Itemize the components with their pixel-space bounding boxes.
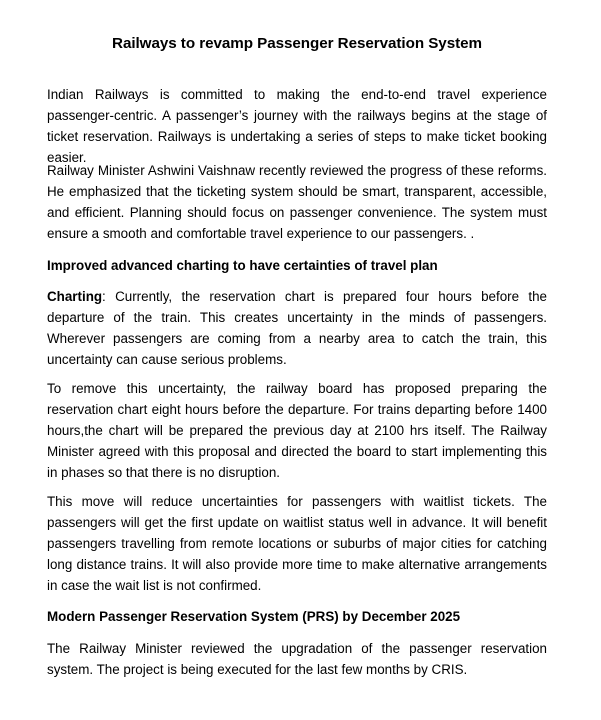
heading-advanced-charting: Improved advanced charting to have certainties of travel plan — [47, 258, 438, 273]
paragraph-intro: Indian Railways is committed to making the end-to-end travel experience passenger-centric. A passenger’s journey with the railways begins at the stage of ticket reservation. Railways is undertaking a series of steps to make ticket booking easier. — [47, 87, 547, 165]
paragraph-charting — [47, 286, 547, 370]
paragraph-proposal: To remove this uncertainty, the railway board has proposed preparing the reservation chart eight hours before the departure. For trains departing before 1400 hours,the chart will be prepared the previous day at 2100 hrs itself. The Railway Minister agreed with this proposal and directed the board to start implementing this in phases so that there is no disruption. — [47, 381, 547, 480]
charting-body-text: : Currently, the reservation chart is prepared four hours before the departure of the train. This creates uncertainty in the minds of passengers. Wherever passengers are coming from a nearby area to catch the train, this uncertainty can cause serious problems. — [47, 289, 547, 367]
heading-modern-prs: Modern Passenger Reservation System (PRS) by December 2025 — [47, 609, 461, 624]
paragraph-minister-review: Railway Minister Ashwini Vaishnaw recently reviewed the progress of these reforms. He emphasized that the ticketing system should be smart, transparent, accessible, and efficient. Planning should focus on passenger convenience. The system must ensure a smooth and comfortable travel experience to our passengers. . — [47, 163, 547, 241]
paragraph-prs-upgrade: The Railway Minister reviewed the upgradation of the passenger reservation system. The project is being executed for the last few months by CRIS. — [47, 641, 547, 677]
document-title: Railways to revamp Passenger Reservation System — [112, 35, 482, 52]
paragraph-waitlist: This move will reduce uncertainties for passengers with waitlist tickets. The passengers will get the first update on waitlist status well in advance. It will benefit passengers travelling from remote locations or suburbs of major cities for catching long distance trains. It will also provide more time to make alternative arrangements in case the wait list is not confirmed. — [47, 494, 547, 593]
charting-lead-label: Charting — [47, 289, 103, 304]
